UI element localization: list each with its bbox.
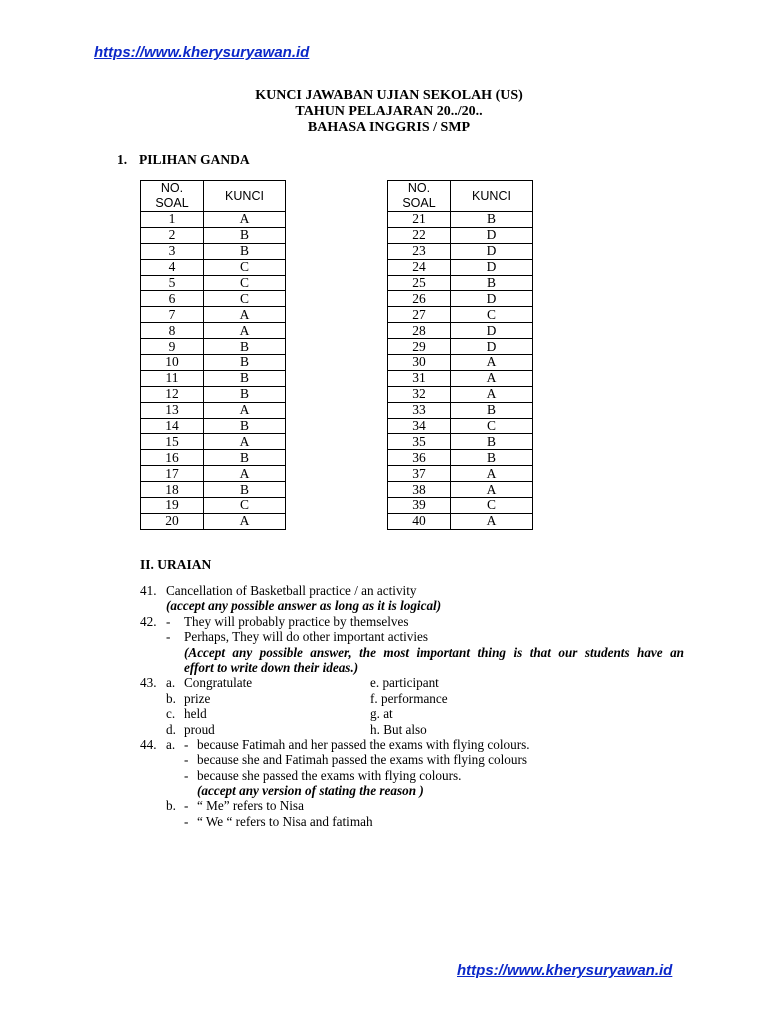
q42-dash-2: - <box>166 629 171 645</box>
answer-key: A <box>451 386 533 402</box>
table-row <box>141 307 286 323</box>
answer-key: B <box>204 450 286 466</box>
answer-key: A <box>451 513 533 529</box>
table-row <box>141 513 286 529</box>
document-title <box>0 88 768 136</box>
question-number: 33 <box>388 402 451 418</box>
table-row <box>141 434 286 450</box>
question-number: 9 <box>141 339 204 355</box>
answer-key: B <box>204 418 286 434</box>
answer-key: B <box>451 402 533 418</box>
answer-key: C <box>204 275 286 291</box>
header-no-soal <box>388 181 451 212</box>
answer-key: A <box>204 323 286 339</box>
table-row <box>388 291 533 307</box>
table-row <box>388 418 533 434</box>
answer-key: B <box>204 339 286 355</box>
q44-b-option-1: “ Me” refers to Nisa <box>197 798 304 814</box>
q41-row <box>140 583 700 598</box>
answer-rows-left <box>141 212 286 530</box>
question-number: 10 <box>141 355 204 371</box>
answer-key: B <box>451 212 533 228</box>
q42-dash-1: - <box>166 613 171 629</box>
header-no-line1: NO. <box>160 181 184 195</box>
title-line-3: BAHASA INGGRIS / SMP <box>307 120 471 135</box>
q41-number: 41. <box>140 583 157 598</box>
question-number: 34 <box>388 418 451 434</box>
table-row <box>141 482 286 498</box>
section-label: PILIHAN GANDA <box>139 152 250 167</box>
q42-row-1 <box>140 614 700 629</box>
answer-key: D <box>451 323 533 339</box>
table-row <box>141 450 286 466</box>
question-number: 40 <box>388 513 451 529</box>
table-row <box>388 307 533 323</box>
table-row <box>141 291 286 307</box>
answer-rows-right <box>388 212 533 530</box>
answer-key: C <box>204 498 286 514</box>
table-row <box>388 450 533 466</box>
question-number: 38 <box>388 482 451 498</box>
table-row <box>141 243 286 259</box>
table-row <box>388 370 533 386</box>
table-row <box>141 498 286 514</box>
header-kunci: KUNCI <box>204 181 286 212</box>
q44-row-b1 <box>140 798 700 813</box>
q43-label-d: d. <box>166 721 176 737</box>
question-number: 31 <box>388 370 451 386</box>
q42-item-1: They will probably practice by themselves <box>184 613 409 629</box>
table-row <box>141 402 286 418</box>
q44-dash: - <box>184 798 189 814</box>
answer-key: B <box>204 243 286 259</box>
answer-key: C <box>204 291 286 307</box>
title-line-2: TAHUN PELAJARAN 20../20.. <box>295 104 483 119</box>
question-number: 37 <box>388 466 451 482</box>
answer-key: A <box>451 482 533 498</box>
answer-key: A <box>204 307 286 323</box>
q44-row-b2 <box>140 814 700 829</box>
table-row <box>141 323 286 339</box>
table-row <box>388 498 533 514</box>
table-row <box>141 418 286 434</box>
question-number: 8 <box>141 323 204 339</box>
q44-a-option-1: because Fatimah and her passed the exams with flying colours. <box>197 736 530 752</box>
footer-url-link[interactable]: https://www.kherysuryawan.id <box>457 962 673 979</box>
essay-answers <box>140 583 700 829</box>
answer-key: C <box>451 307 533 323</box>
q43-label-c: c. <box>166 706 176 722</box>
q42-row-2 <box>140 629 700 644</box>
table-row <box>388 259 533 275</box>
question-number: 18 <box>141 482 204 498</box>
question-number: 2 <box>141 227 204 243</box>
q43-answer-f: f. performance <box>370 690 448 706</box>
question-number: 20 <box>141 513 204 529</box>
answer-key: B <box>204 355 286 371</box>
table-row <box>141 227 286 243</box>
answer-key: D <box>451 243 533 259</box>
question-number: 3 <box>141 243 204 259</box>
question-number: 12 <box>141 386 204 402</box>
question-number: 11 <box>141 370 204 386</box>
table-row <box>141 275 286 291</box>
q44-dash: - <box>184 752 189 768</box>
table-row <box>388 275 533 291</box>
question-number: 27 <box>388 307 451 323</box>
question-number: 6 <box>141 291 204 307</box>
q42-note-1: (Accept any possible answer, the most important thing is that our students have an <box>184 644 684 660</box>
question-number: 36 <box>388 450 451 466</box>
q43-number: 43. <box>140 675 157 691</box>
q43-answer-e: e. participant <box>370 675 439 691</box>
table-row <box>388 466 533 482</box>
header-kunci: KUNCI <box>451 181 533 212</box>
q43-row-a <box>140 675 700 690</box>
q44-row-a2 <box>140 752 700 767</box>
question-number: 25 <box>388 275 451 291</box>
q43-answer-c: held <box>184 706 207 722</box>
header-no-soal <box>141 181 204 212</box>
q44-note-row <box>140 783 700 798</box>
answer-key: A <box>204 513 286 529</box>
q41-note-row <box>140 598 700 613</box>
q43-answer-a: Congratulate <box>184 675 253 691</box>
answer-key: D <box>451 227 533 243</box>
question-number: 1 <box>141 212 204 228</box>
question-number: 14 <box>141 418 204 434</box>
question-number: 7 <box>141 307 204 323</box>
table-row <box>388 323 533 339</box>
table-row <box>141 339 286 355</box>
title-line-1: KUNCI JAWABAN UJIAN SEKOLAH (US) <box>255 88 523 103</box>
answer-key: A <box>451 355 533 371</box>
q44-b-option-2: “ We “ refers to Nisa and fatimah <box>197 813 373 829</box>
table-row <box>388 227 533 243</box>
header-url-link[interactable]: https://www.kherysuryawan.id <box>94 44 310 61</box>
q42-item-2: Perhaps, They will do other important activies <box>184 629 429 645</box>
q44-dash: - <box>184 767 189 783</box>
q42-note-2: effort to write down their ideas.) <box>184 659 359 675</box>
answer-key: D <box>451 291 533 307</box>
question-number: 28 <box>388 323 451 339</box>
question-number: 30 <box>388 355 451 371</box>
q42-note-row-1 <box>140 645 700 660</box>
q44-dash: - <box>184 736 189 752</box>
answer-key: A <box>204 212 286 228</box>
question-number: 4 <box>141 259 204 275</box>
q43-answer-d: proud <box>184 721 215 737</box>
table-row <box>388 402 533 418</box>
question-number: 39 <box>388 498 451 514</box>
section-number: 1. <box>117 152 128 167</box>
question-number: 23 <box>388 243 451 259</box>
q43-row-d <box>140 722 700 737</box>
question-number: 21 <box>388 212 451 228</box>
question-number: 24 <box>388 259 451 275</box>
question-number: 16 <box>141 450 204 466</box>
table-row <box>141 355 286 371</box>
question-number: 19 <box>141 498 204 514</box>
q43-label-a: a. <box>166 675 176 691</box>
q42-number: 42. <box>140 613 157 629</box>
answer-key: B <box>204 370 286 386</box>
answer-table-right <box>387 180 533 530</box>
header-no-line2: SOAL <box>155 196 189 210</box>
q43-row-c <box>140 706 700 721</box>
question-number: 15 <box>141 434 204 450</box>
table-row <box>388 339 533 355</box>
q43-label-b: b. <box>166 690 176 706</box>
question-number: 26 <box>388 291 451 307</box>
answer-key: B <box>451 434 533 450</box>
table-row <box>141 370 286 386</box>
answer-key: A <box>451 466 533 482</box>
q44-a-note: (accept any version of stating the reason ) <box>197 783 424 799</box>
question-number: 22 <box>388 227 451 243</box>
section-multiple-choice-heading <box>117 152 250 168</box>
table-header-row <box>141 181 286 212</box>
table-row <box>141 259 286 275</box>
section-essay-heading: II. URAIAN <box>140 557 212 572</box>
q43-answer-g: g. at <box>370 706 393 722</box>
q43-answer-h: h. But also <box>370 721 427 737</box>
answer-key: B <box>204 227 286 243</box>
q44-label-b: b. <box>166 798 176 814</box>
q44-row-a3 <box>140 768 700 783</box>
header-no-line2: SOAL <box>402 196 436 210</box>
table-row <box>388 513 533 529</box>
table-row <box>388 482 533 498</box>
answer-key: C <box>451 418 533 434</box>
header-no-line1: NO. <box>407 181 431 195</box>
q43-row-b <box>140 691 700 706</box>
table-row <box>388 355 533 371</box>
q44-dash: - <box>184 813 189 829</box>
q44-row-a1 <box>140 737 700 752</box>
answer-key: A <box>451 370 533 386</box>
q41-text: Cancellation of Basketball practice / an activity <box>166 583 417 598</box>
question-number: 35 <box>388 434 451 450</box>
answer-key: D <box>451 339 533 355</box>
q42-note-row-2 <box>140 660 700 675</box>
answer-key: D <box>451 259 533 275</box>
answer-key: B <box>204 482 286 498</box>
q44-a-option-3: because she passed the exams with flying colours. <box>197 767 462 783</box>
answer-key: A <box>204 434 286 450</box>
answer-key: A <box>204 466 286 482</box>
q44-a-option-2: because she and Fatimah passed the exams with flying colours <box>197 752 527 768</box>
table-row <box>141 386 286 402</box>
question-number: 13 <box>141 402 204 418</box>
q41-note: (accept any possible answer as long as it is logical) <box>166 598 442 614</box>
q43-answer-b: prize <box>184 690 211 706</box>
table-row <box>388 386 533 402</box>
question-number: 17 <box>141 466 204 482</box>
answer-key: C <box>451 498 533 514</box>
question-number: 32 <box>388 386 451 402</box>
answer-key: C <box>204 259 286 275</box>
answer-key: B <box>451 450 533 466</box>
answer-key: B <box>204 386 286 402</box>
table-row <box>141 466 286 482</box>
answer-table-left <box>140 180 286 530</box>
table-row <box>388 434 533 450</box>
question-number: 29 <box>388 339 451 355</box>
answer-key: A <box>204 402 286 418</box>
table-row <box>388 243 533 259</box>
table-row <box>388 212 533 228</box>
q44-number: 44. <box>140 736 157 752</box>
table-header-row <box>388 181 533 212</box>
q44-label-a: a. <box>166 736 176 752</box>
question-number: 5 <box>141 275 204 291</box>
answer-key: B <box>451 275 533 291</box>
table-row <box>141 212 286 228</box>
